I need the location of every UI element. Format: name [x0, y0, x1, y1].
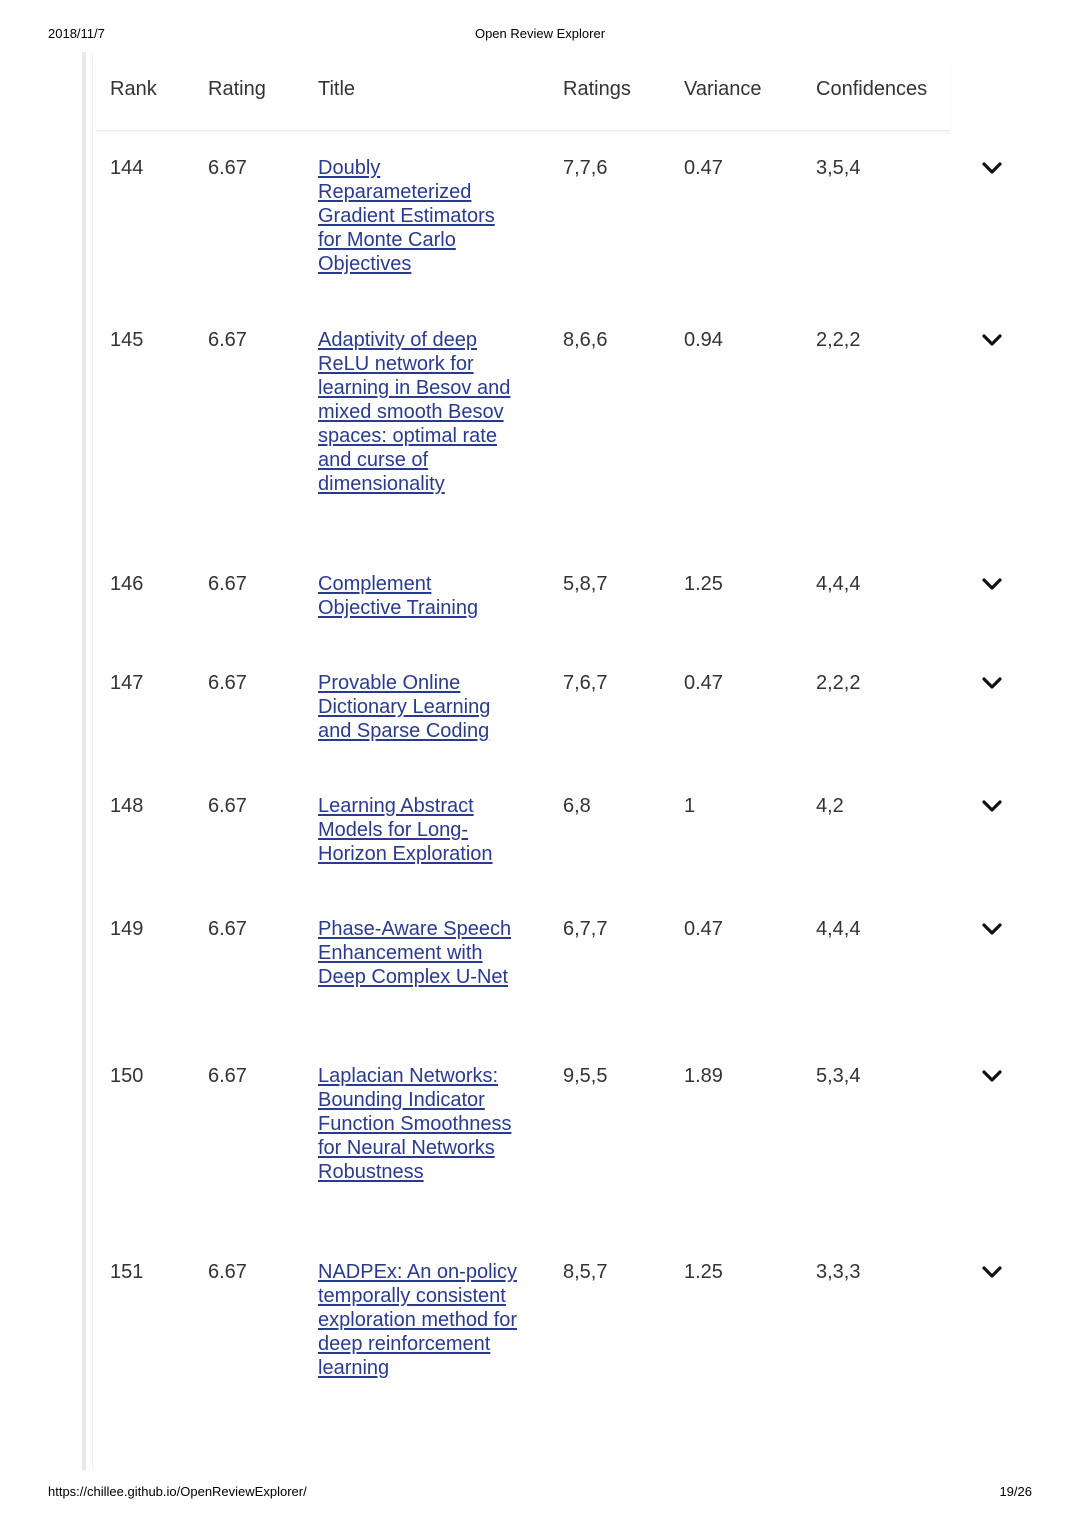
- title-cell: [318, 1260, 518, 1380]
- table-row: [96, 1260, 1016, 1435]
- title-cell: [318, 671, 518, 743]
- chevron-down-icon: [980, 919, 1004, 939]
- table-row: [96, 917, 1016, 1017]
- print-header: [48, 26, 1032, 44]
- print-url: https://chillee.github.io/OpenReviewExplorer/: [48, 1484, 307, 1499]
- chevron-down-icon: [980, 158, 1004, 178]
- rating-cell: 6.67: [208, 1261, 247, 1283]
- title-cell: [318, 794, 518, 866]
- chevron-down-icon: [980, 1262, 1004, 1282]
- print-date: 2018/11/7: [48, 26, 105, 41]
- title-cell: [318, 328, 518, 496]
- rank-cell: 145: [110, 329, 144, 351]
- paper-title-link[interactable]: Provable Online Dictionary Learning and Sparse Coding: [318, 672, 491, 742]
- confidences-cell: 4,4,4: [816, 573, 861, 595]
- left-border: [82, 52, 86, 1470]
- rank-cell: 148: [110, 795, 144, 817]
- paper-title-link[interactable]: Phase-Aware Speech Enhancement with Deep Complex U-Net: [318, 918, 512, 988]
- variance-cell: 0.94: [684, 329, 723, 351]
- variance-cell: 1.89: [684, 1065, 723, 1087]
- expand-row-button[interactable]: [980, 1066, 1004, 1086]
- expand-row-button[interactable]: [980, 673, 1004, 693]
- rank-cell: 151: [110, 1261, 144, 1283]
- column-header-title[interactable]: Title: [318, 78, 356, 100]
- table-row: [96, 156, 1016, 296]
- confidences-cell: 2,2,2: [816, 329, 861, 351]
- chevron-down-icon: [980, 673, 1004, 693]
- rating-cell: 6.67: [208, 157, 247, 179]
- chevron-down-icon: [980, 1066, 1004, 1086]
- variance-cell: 0.47: [684, 918, 723, 940]
- paper-title-link[interactable]: Adaptivity of deep ReLU network for learning in Besov and mixed smooth Besov spaces: optimal rate and curse of dimensionality: [318, 329, 511, 495]
- paper-title-link[interactable]: Laplacian Networks: Bounding Indicator Function Smoothness for Neural Networks Robustness: [318, 1065, 512, 1183]
- ratings-cell: 8,6,6: [563, 329, 608, 351]
- ratings-cell: 5,8,7: [563, 573, 608, 595]
- rating-cell: 6.67: [208, 918, 247, 940]
- left-border-inner: [92, 52, 93, 1470]
- variance-cell: 0.47: [684, 157, 723, 179]
- rank-cell: 149: [110, 918, 144, 940]
- paper-title-link[interactable]: Doubly Reparameterized Gradient Estimators for Monte Carlo Objectives: [318, 157, 495, 275]
- print-page-title: Open Review Explorer: [474, 26, 606, 41]
- ratings-cell: 6,8: [563, 795, 591, 817]
- confidences-cell: 2,2,2: [816, 672, 861, 694]
- papers-table: [96, 58, 1016, 1379]
- confidences-cell: 5,3,4: [816, 1065, 861, 1087]
- table-row: [96, 1064, 1016, 1214]
- table-row: [96, 572, 1016, 632]
- chevron-down-icon: [980, 330, 1004, 350]
- confidences-cell: 3,5,4: [816, 157, 861, 179]
- rating-cell: 6.67: [208, 329, 247, 351]
- table-header: [96, 58, 950, 131]
- confidences-cell: 4,4,4: [816, 918, 861, 940]
- column-header-variance[interactable]: Variance: [684, 78, 762, 100]
- table-row: [96, 328, 1016, 538]
- chevron-down-icon: [980, 796, 1004, 816]
- rank-cell: 147: [110, 672, 144, 694]
- expand-row-button[interactable]: [980, 796, 1004, 816]
- title-cell: [318, 1064, 518, 1184]
- expand-row-button[interactable]: [980, 919, 1004, 939]
- title-cell: [318, 156, 518, 276]
- rating-cell: 6.67: [208, 1065, 247, 1087]
- variance-cell: 1.25: [684, 573, 723, 595]
- rank-cell: 144: [110, 157, 144, 179]
- confidences-cell: 4,2: [816, 795, 844, 817]
- ratings-cell: 9,5,5: [563, 1065, 608, 1087]
- page-number: 19/26: [999, 1484, 1032, 1499]
- paper-title-link[interactable]: NADPEx: An on-policy temporally consistent exploration method for deep reinforcement learning: [318, 1261, 518, 1379]
- ratings-cell: 8,5,7: [563, 1261, 608, 1283]
- column-header-rating[interactable]: Rating: [208, 78, 266, 100]
- title-cell: [318, 572, 518, 620]
- expand-row-button[interactable]: [980, 1262, 1004, 1282]
- paper-title-link[interactable]: Learning Abstract Models for Long-Horizon Exploration: [318, 795, 493, 865]
- title-cell: [318, 917, 518, 989]
- column-header-confidences[interactable]: Confidences: [816, 78, 928, 100]
- column-header-rank[interactable]: Rank: [110, 78, 157, 100]
- print-footer: [48, 1484, 1032, 1502]
- ratings-cell: 6,7,7: [563, 918, 608, 940]
- confidences-cell: 3,3,3: [816, 1261, 861, 1283]
- variance-cell: 1: [684, 795, 696, 817]
- variance-cell: 1.25: [684, 1261, 723, 1283]
- rating-cell: 6.67: [208, 672, 247, 694]
- variance-cell: 0.47: [684, 672, 723, 694]
- expand-row-button[interactable]: [980, 158, 1004, 178]
- chevron-down-icon: [980, 574, 1004, 594]
- table-row: [96, 794, 1016, 874]
- rank-cell: 150: [110, 1065, 144, 1087]
- rating-cell: 6.67: [208, 573, 247, 595]
- expand-row-button[interactable]: [980, 330, 1004, 350]
- rating-cell: 6.67: [208, 795, 247, 817]
- ratings-cell: 7,7,6: [563, 157, 608, 179]
- expand-row-button[interactable]: [980, 574, 1004, 594]
- ratings-cell: 7,6,7: [563, 672, 608, 694]
- paper-title-link[interactable]: Complement Objective Training: [318, 573, 479, 619]
- rank-cell: 146: [110, 573, 144, 595]
- table-row: [96, 671, 1016, 751]
- column-header-ratings[interactable]: Ratings: [563, 78, 631, 100]
